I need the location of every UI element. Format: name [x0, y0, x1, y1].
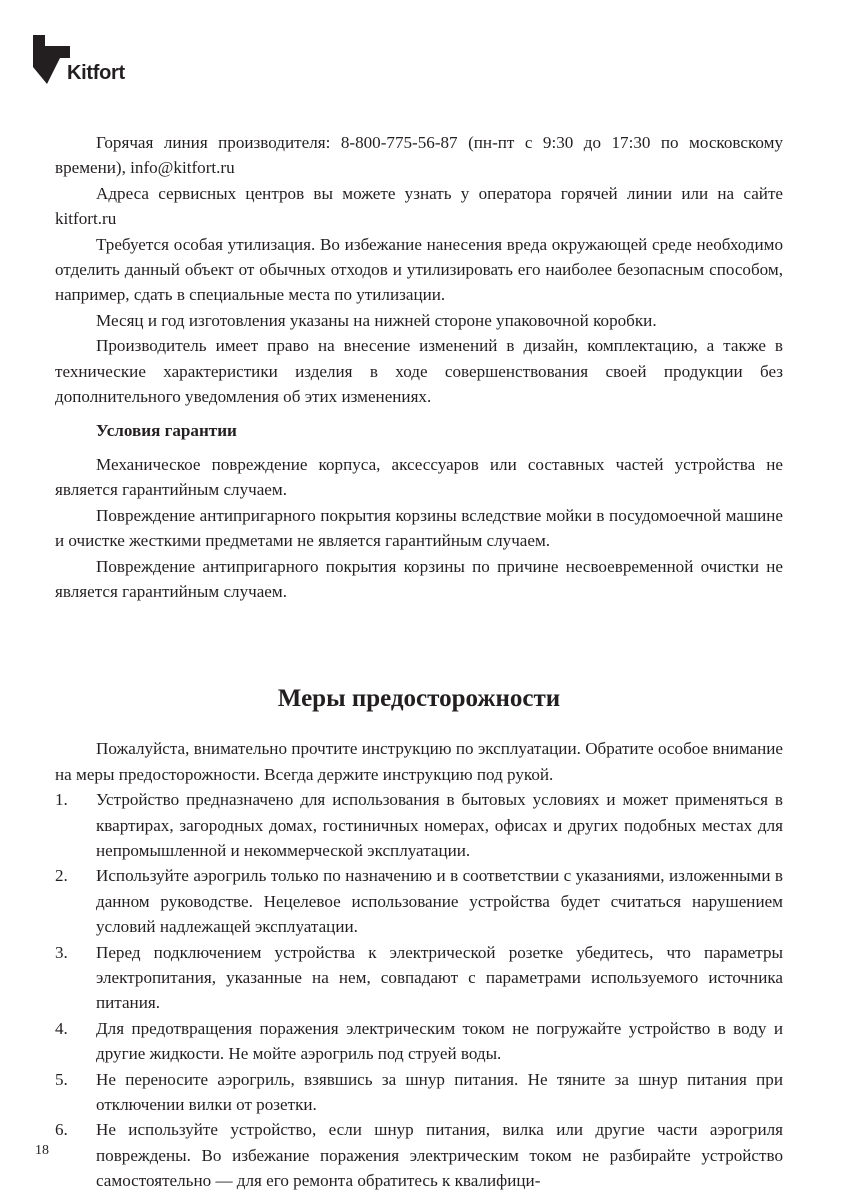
precautions-title: Меры предосторожности: [277, 685, 561, 713]
warranty-paragraph: Повреждение антипригарного покрытия корзины по причине несвоевременной очистки не является гарантийным случаем.: [55, 556, 783, 601]
kitfort-logo: [33, 33, 143, 87]
precautions-list: [55, 787, 783, 1194]
list-item: [55, 787, 783, 863]
list-item-number: 2.: [55, 866, 68, 886]
list-item-number: 1.: [55, 790, 68, 810]
disposal-paragraph: Требуется особая утилизация. Во избежание нанесения вреда окружающей среде необходимо отделить данный объект от обычных отходов и утилизировать его наиболее безопасным способом, например, сдать в специальные места по утилизации.: [55, 234, 783, 305]
precautions-intro: Пожалуйста, внимательно прочтите инструкцию по эксплуатации. Обратите особое внимание на меры предосторожности. Всегда держите инструкцию под рукой.: [55, 739, 783, 784]
list-item-number: 3.: [55, 942, 68, 962]
warranty-heading: Условия гарантии: [96, 421, 237, 441]
kitfort-logo-mark-icon: [33, 33, 71, 85]
list-item: [55, 1067, 783, 1118]
list-item: [55, 1117, 783, 1193]
list-item-text: Для предотвращения поражения электрическим током не погружайте устройство в воду и другие жидкости. Не мойте аэрогриль под струей воды.: [96, 1018, 783, 1064]
list-item-text: Не используйте устройство, если шнур питания, вилка или другие части аэрогриля повреждены. Во избежание поражения электрическим током не разбирайте устройство самостоятельно — для его ремонта обратитесь к квалифици-: [96, 1120, 783, 1191]
list-item-text: Устройство предназначено для использования в бытовых условиях и может применяться в квартирах, загородных домах, гостиничных номерах, офисах и других подобных местах для непромышленной и некоммерческой эксплуатации.: [96, 790, 783, 860]
list-item-text: Используйте аэрогриль только по назначению и в соответствии с указаниями, изложенными в данном руководстве. Нецелевое использование устройства будет считаться нарушением условий надлежащей эксплуатации.: [96, 866, 783, 937]
list-item-number: 6.: [55, 1120, 68, 1140]
page-content: [55, 130, 783, 1194]
manufacturer-rights-paragraph: Производитель имеет право на внесение изменений в дизайн, комплектацию, а также в технические характеристики изделия в ходе совершенствования своей продукции без дополнительного уведомления об этих изменениях.: [55, 336, 783, 407]
warranty-paragraph: Повреждение антипригарного покрытия корзины вследствие мойки в посудомоечной машине и очистке жесткими предметами не является гарантийным случаем.: [55, 505, 783, 551]
brand-name: Kitfort: [67, 62, 125, 84]
manufacture-date-paragraph: Месяц и год изготовления указаны на нижней стороне упаковочной коробки.: [96, 310, 657, 330]
service-centers-paragraph: Адреса сервисных центров вы можете узнать у оператора горячей линии или на сайте kitfort.ru: [55, 183, 783, 229]
list-item-number: 4.: [55, 1018, 68, 1038]
list-item: [55, 1016, 783, 1067]
list-item-text: Не переносите аэрогриль, взявшись за шнур питания. Не тяните за шнур питания при отключении вилки от розетки.: [96, 1069, 783, 1114]
hotline-paragraph: Горячая линия производителя: 8-800-775-56-87 (пн-пт с 9:30 до 17:30 по московскому времени), info@kitfort.ru: [55, 133, 783, 178]
warranty-paragraph: Механическое повреждение корпуса, аксессуаров или составных частей устройства не является гарантийным случаем.: [55, 454, 783, 500]
list-item: [55, 863, 783, 939]
list-item: [55, 940, 783, 1016]
page-number: 18: [35, 1143, 49, 1158]
list-item-number: 5.: [55, 1069, 68, 1089]
list-item-text: Перед подключением устройства к электрической розетке убедитесь, что параметры электропитания, указанные на нем, совпадают с параметрами используемого источника питания.: [96, 942, 783, 1013]
